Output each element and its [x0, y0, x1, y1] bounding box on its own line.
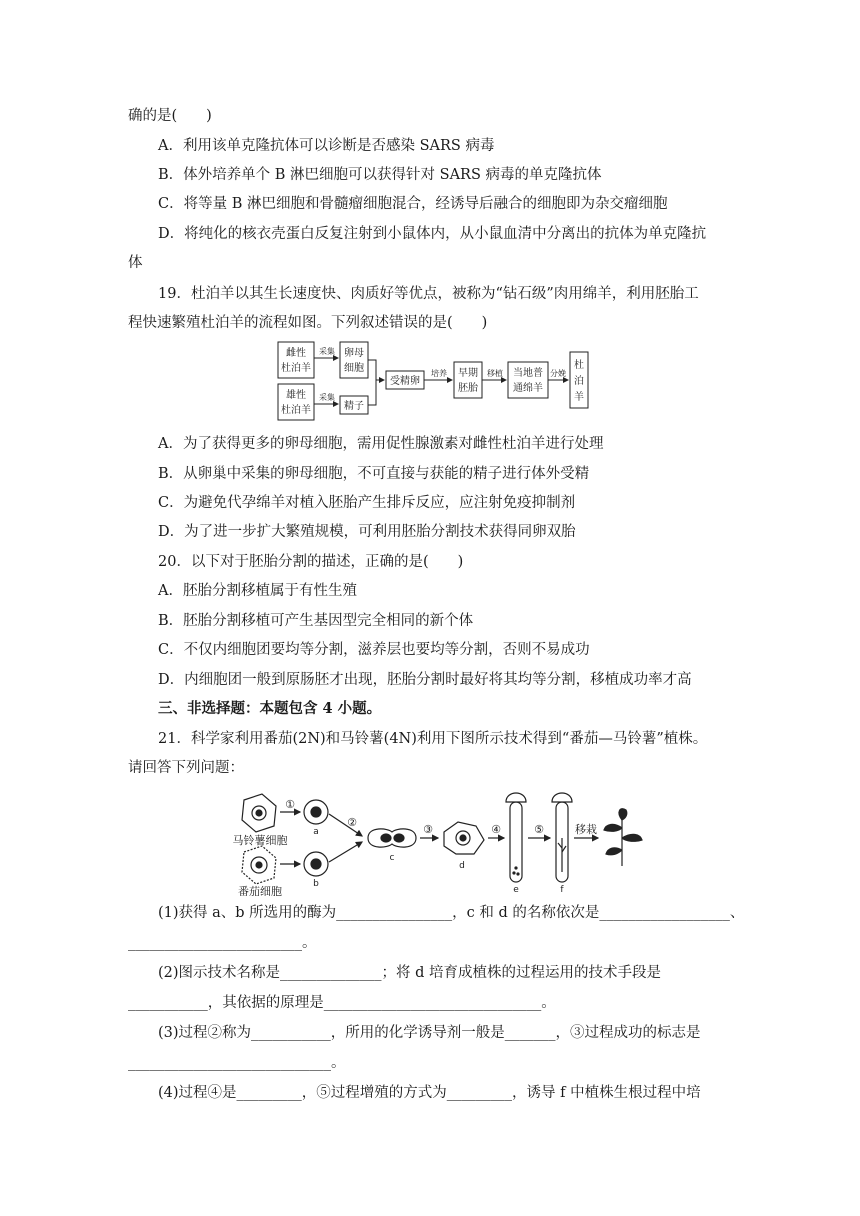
q19-option-b: B．从卵巢中采集的卵母细胞，不可直接与获能的精子进行体外受精 — [158, 466, 590, 482]
step5-label: ⑤ — [534, 823, 544, 836]
q20-option-b: B．胚胎分割移植可产生基因型完全相同的新个体 — [158, 613, 474, 629]
female-label-2: 杜泊羊 — [281, 363, 311, 374]
collect-label-2: 采集 — [319, 393, 335, 402]
label-b: b — [313, 879, 319, 889]
result-label-3: 羊 — [574, 392, 584, 403]
male-label-1: 雄性 — [286, 390, 306, 401]
q19-stem-line2: 程快速繁殖杜泊羊的流程如图。下列叙述错误的是( ) — [128, 315, 488, 331]
plant-icon — [604, 809, 642, 866]
fused-cell-c-icon — [368, 829, 416, 847]
section-heading: 三、非选择题：本题包含 4 小题。 — [158, 700, 382, 717]
q18-option-a: A．利用该单克隆抗体可以诊断是否感染 SARS 病毒 — [158, 138, 495, 154]
q18-stem-tail: 确的是( ) — [128, 108, 212, 124]
q21-part3-line2: ____________________________。 — [128, 1055, 346, 1071]
q21-part1-line2: ________________________。 — [128, 935, 317, 951]
q21-part1-line1: (1)获得 a、b 所选用的酶为________________，c 和 d 的名称依次是__________________、 — [158, 905, 745, 921]
surrogate-label-1: 当地普 — [513, 368, 543, 379]
q18-option-b: B．体外培养单个 B 淋巴细胞可以获得针对 SARS 病毒的单克隆抗体 — [158, 167, 602, 183]
q18-option-d-cont: 体 — [128, 255, 143, 271]
sperm-label: 精子 — [344, 401, 364, 412]
q21-part2-line1: (2)图示技术名称是______________；将 d 培育成植株的过程运用的技术手段是 — [158, 965, 662, 981]
q19-option-c: C．为避免代孕绵羊对植入胚胎产生排斥反应，应注射免疫抑制剂 — [158, 495, 576, 511]
culture-label: 培养 — [431, 369, 447, 378]
step2-label: ② — [347, 816, 357, 829]
birth-label: 分娩 — [550, 369, 566, 378]
step3-label: ③ — [423, 823, 433, 836]
q19-stem-line1: 19．杜泊羊以其生长速度快、肉质好等优点，被称为“钻石级”肉用绵羊，利用胚胎工 — [158, 286, 699, 302]
surrogate-label-2: 通绵羊 — [513, 383, 543, 394]
label-d: d — [459, 861, 465, 871]
early-label-2: 胚胎 — [458, 383, 478, 394]
q20-option-c: C．不仅内细胞团要均等分割，滋养层也要均等分割，否则不易成功 — [158, 642, 590, 658]
q18-option-c: C．将等量 B 淋巴细胞和骨髓瘤细胞混合，经诱导后融合的细胞即为杂交瘤细胞 — [158, 196, 668, 212]
q19-option-a: A．为了获得更多的卵母细胞，需用促性腺激素对雌性杜泊羊进行处理 — [158, 436, 604, 452]
q21-part4-line1: (4)过程④是_________，⑤过程增殖的方式为_________，诱导 f 中植株生根过程中培 — [158, 1085, 701, 1101]
q20-stem: 20．以下对于胚胎分割的描述，正确的是( ) — [158, 554, 464, 570]
q21-stem-line1: 21．科学家利用番茄(2N)和马铃薯(4N)利用下图所示技术得到“番茄—马铃薯”植株。 — [158, 731, 708, 747]
egg-label-2: 细胞 — [344, 363, 364, 374]
label-c: c — [389, 853, 395, 863]
q21-stem-line2: 请回答下列问题： — [128, 760, 244, 776]
transplant-label: 移栽 — [575, 823, 597, 836]
q19-flowchart — [270, 338, 600, 422]
q20-option-d: D．内细胞团一般到原肠胚才出现，胚胎分割时最好将其均等分割，移植成功率才高 — [158, 672, 692, 688]
step4-label: ④ — [491, 823, 501, 836]
egg-label-1: 卵母 — [344, 348, 364, 359]
tomato-cell-label: 番茄细胞 — [238, 885, 282, 896]
female-label-1: 雌性 — [286, 348, 306, 359]
q19-option-d: D．为了进一步扩大繁殖规模，可利用胚胎分割技术获得同卵双胎 — [158, 524, 576, 540]
result-label-2: 泊 — [574, 376, 584, 387]
collect-label-1: 采集 — [319, 347, 335, 356]
early-label-1: 早期 — [458, 368, 478, 379]
step1-label: ① — [285, 798, 295, 811]
label-f: f — [560, 885, 564, 895]
q20-option-a: A．胚胎分割移植属于有性生殖 — [158, 583, 357, 599]
test-tube-e-icon — [510, 802, 522, 882]
label-e: e — [513, 885, 519, 895]
male-label-2: 杜泊羊 — [281, 405, 311, 416]
q18-option-d: D．将纯化的核衣壳蛋白反复注射到小鼠体内，从小鼠血清中分离出的抗体为单克隆抗 — [158, 226, 707, 242]
transfer-label: 移植 — [487, 369, 503, 378]
zygote-label: 受精卵 — [390, 376, 420, 387]
result-label-1: 杜 — [574, 360, 584, 371]
q21-part3-line1: (3)过程②称为___________，所用的化学诱导剂一般是_______，③过程成功的标志是 — [158, 1025, 701, 1041]
q21-part2-line2: ___________，其依据的原理是______________________________。 — [128, 995, 556, 1011]
potato-cell-label: 马铃薯细胞 — [232, 834, 288, 847]
q21-fusion-figure — [222, 788, 652, 896]
label-a: a — [313, 827, 319, 837]
